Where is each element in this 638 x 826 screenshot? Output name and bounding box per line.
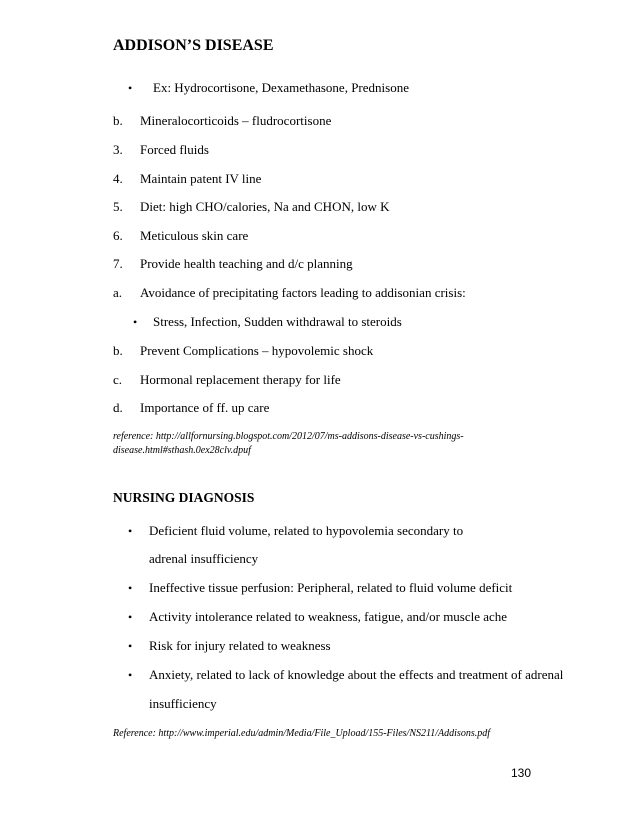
reference-line: disease.html#sthash.0ex28clv.dpuf: [113, 445, 251, 456]
list-marker: 5.: [113, 199, 123, 214]
reference-text: Reference: http://www.imperial.edu/admin/Media/File_Upload/155-Files/NS211/Addisons.pdf: [113, 728, 490, 739]
list-text: Stress, Infection, Sudden withdrawal to steroids: [153, 314, 402, 329]
list-marker: •: [128, 81, 133, 95]
list-marker: 6.: [113, 228, 123, 243]
diagnosis-text: insufficiency: [149, 696, 217, 711]
list-marker: d.: [113, 400, 123, 415]
diagnosis-text: Risk for injury related to weakness: [149, 638, 331, 653]
list-marker: c.: [113, 372, 123, 387]
bullet-icon: •: [128, 581, 133, 595]
list-text: Hormonal replacement therapy for life: [140, 372, 341, 387]
list-text: Forced fluids: [140, 142, 209, 157]
list-text: Prevent Complications – hypovolemic shock: [140, 343, 374, 358]
list-marker: 3.: [113, 142, 123, 157]
list-text: Importance of ff. up care: [140, 400, 270, 415]
list-text: Avoidance of precipitating factors leading to addisonian crisis:: [140, 285, 466, 300]
list-text: Provide health teaching and d/c planning: [140, 256, 353, 271]
list-marker: 7.: [113, 256, 123, 271]
bullet-icon: •: [128, 610, 133, 624]
list-marker: 4.: [113, 171, 123, 186]
diagnosis-text: Anxiety, related to lack of knowledge about the effects and treatment of adrenal: [149, 667, 564, 682]
diagnosis-text: adrenal insufficiency: [149, 551, 259, 566]
list-marker: •: [133, 315, 138, 329]
list-text: Diet: high CHO/calories, Na and CHON, low K: [140, 199, 390, 214]
reference-text: [113, 430, 464, 458]
section-heading: NURSING DIAGNOSIS: [113, 490, 255, 505]
list-marker: b.: [113, 113, 123, 128]
page-title: ADDISON’S DISEASE: [113, 37, 274, 54]
page-number: 130: [511, 766, 532, 780]
diagnosis-text: Activity intolerance related to weakness, fatigue, and/or muscle ache: [149, 609, 508, 624]
diagnosis-text: Ineffective tissue perfusion: Peripheral, related to fluid volume deficit: [149, 580, 513, 595]
diagnosis-text: Deficient fluid volume, related to hypovolemia secondary to: [149, 523, 464, 538]
bullet-icon: •: [128, 668, 133, 682]
list-text: Mineralocorticoids – fludrocortisone: [140, 113, 332, 128]
bullet-icon: •: [128, 524, 133, 538]
list-text: Meticulous skin care: [140, 228, 249, 243]
list-marker: a.: [113, 285, 123, 300]
list-marker: b.: [113, 343, 123, 358]
list-text: Ex: Hydrocortisone, Dexamethasone, Prednisone: [153, 80, 409, 95]
reference-line: reference: http://allfornursing.blogspot.com/2012/07/ms-addisons-disease-vs-cushings-: [113, 431, 464, 442]
bullet-icon: •: [128, 639, 133, 653]
list-text: Maintain patent IV line: [140, 171, 262, 186]
